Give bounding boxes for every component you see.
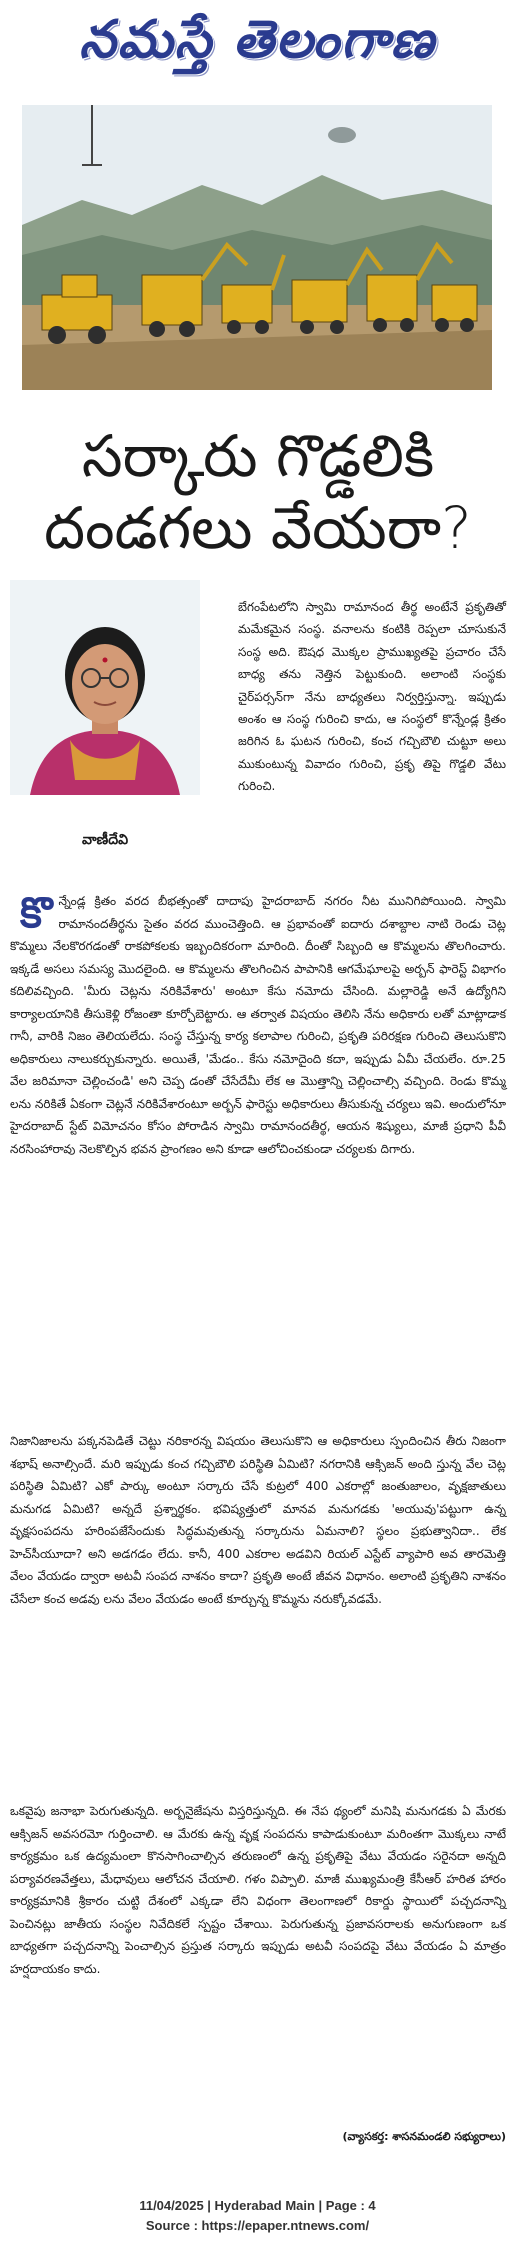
- headline: [8, 420, 508, 564]
- article-paragraph-2: నిజానిజాలను పక్కనపెడితే చెట్టు నరికారన్న విషయం తెలుసుకొని ఆ అధికారులు స్పందించిన తీరు నిజంగా శభాష్ అనాల్సిందే. మరి ఇప్పుడు కంచ గచ్చిబౌలి పరిస్థితి ఏమిటి? నగరానికి ఆక్సిజన్ అంది స్తున్న వేల చెట్ల పరిస్థితి ఏమిటి? ఎకో పార్కు అంటూ సర్కారు చేసే కుట్రలో 400 ఎకరాల్లో జంతుజాలం, వృక్షజాతులు మనుగడ ఏమిటి? అన్నదే ప్రశ్నార్థకం. భవిష్యత్తులో మానవ మనుగడకు 'అయువు'పట్టుగా ఉన్న వృక్షసంపదను హరింపజేసేందుకు సిద్ధమవుతున్న సర్కారును ఏమనాలి? స్థలం ప్రభుత్వానిదా.. లేక హెచ్‌సీయూదా? అని అడగడం లేదు. కానీ, 400 ఎకరాల అడవిని రియల్ ఎస్టేట్ వ్యాపారి అవ తారమెత్తి వేలం వేయడం ద్వారా అటవీ సంపద నాశనం కాదా? ప్రకృతి అంటే జీవన విధానం. అలాంటి ప్రకృతిని నాశనం చేసేలా కంచ అడవు లను వేలం వేయడం అంటే కూర్చున్న కొమ్మను నరుక్కోవడమే.: [10, 1434, 506, 1606]
- news-photo: [22, 105, 492, 390]
- footer-source: Source : https://epaper.ntnews.com/: [145, 2218, 370, 2233]
- headline-line-2: దండగలు వేయరా?: [44, 494, 472, 562]
- author-name: వాణీదేవి: [81, 832, 129, 848]
- author-credit: (వ్యాసకర్త: శాసనమండలి సభ్యురాలు): [342, 2130, 506, 2143]
- newspaper-title: నమస్తే తెలంగాణ: [79, 9, 436, 70]
- headline-line-1: సర్కారు గొడ్డలికి: [81, 422, 435, 490]
- masthead: [0, 0, 515, 92]
- lead-paragraph: బేగంపేటలోని స్వామి రామానంద తీర్థ అంటేనే ప్రకృతితో మమేకమైన సంస్థ. వనాలను కంటికి రెప్పలా చూసుకునే సంస్థ అది. ఔషధ మొక్కల ప్రాముఖ్యతపై ప్రచారం చేసే బాధ్య తను నెత్తిన పెట్టుకుంది. అలాంటి సంస్థకు చైర్‌పర్సన్‌గా నేను బాధ్యతలు నిర్వర్తిస్తున్నా. ఇప్పుడు అంశం ఆ సంస్థ గురించి కాదు, ఆ సంస్థలో కొన్నేండ్ల క్రితం జరిగిన ఓ ఘటన గురించి, కంచ గచ్చిబౌలి చుట్టూ అలు ముకుంటున్న వివాదం గురించి, ప్రకృ తిపై గొడ్డలి వేటు గురించి.: [238, 600, 506, 794]
- article-paragraph-3: ఒకవైపు జనాభా పెరుగుతున్నది. అర్బనైజేషను విస్తరిస్తున్నది. ఈ నేప థ్యంలో మనిషి మనుగడకు ఏ మేరకు ఆక్సిజన్ అవసరమో గుర్తించాలి. ఆ మేరకు ఉన్న వృక్ష సంపదను కాపాడుకుంటూ మరింతగా మొక్కలు నాటే కార్యక్రమం ఒక ఉద్యమంలా కొనసాగించాల్సిన తరుణంలో ఉన్న ప్రకృతిపై వేటు వేయడం సరైనదా అన్నది పర్యావరణవేత్తలు, మేధావులు ఆలోచన చేయాలి. గళం విప్పాలి. మాజీ ముఖ్యమంత్రి కేసీఆర్ హరిత హారం కార్యక్రమానికి శ్రీకారం చుట్టి దేశంలో ఎక్కడా లేని విధంగా తెలంగాణలో రికార్డు స్థాయిలో పచ్చదనాన్ని పెంచినట్లు జాతీయ సంస్థల నివేదికలే స్పష్టం చేశాయి. పెరుగుతున్న ప్రజావసరాలకు అనుగుణంగా ఒక బాధ్యతగా పచ్చదనాన్ని పెంచాల్సిన ప్రస్తుత సర్కారు ఇప్పుడు అటవీ సంపదపై వేటు వేయడం ఏ మాత్రం హర్షదాయకం కాదు.: [10, 1804, 506, 1976]
- dropcap: కొ: [20, 888, 53, 937]
- article-paragraph-1: [10, 890, 506, 1160]
- footer-edition: 11/04/2025 | Hyderabad Main | Page : 4: [139, 2198, 376, 2213]
- paragraph-1-text: న్నేండ్ల క్రితం వరద బీభత్సంతో దాదాపు హైదరాబాద్ నగరం నీట మునిగిపోయింది. స్వామి రామానందతీర్థను సైతం వరద ముంచెత్తింది. ఆ ప్రభావంతో ఐదారు దశాబ్దాల నాటి రెండు చెట్ల కొమ్మలు నేలకొరగడంతో రాకపోకలకు ఇబ్బందికరంగా మారింది. దీంతో సిబ్బంది ఆ కొమ్మలను తొలగించారు. ఇక్కడే అసలు సమస్య మొదలైంది. ఆ కొమ్మలను తొలగించిన పాపానికి ఆగమేఘాలపై అర్బన్ ఫారెస్ట్ విభాగం కదిలివచ్చింది. 'మీరు చెట్లను నరికివేశారు' అంటూ కేసు నమోదు చేసింది. మల్లారెడ్డి అనే ఉద్యోగిని కార్యాలయానికి తీసుకెళ్లి రోజంతా కూర్చోబెట్టారు. ఆ తర్వాత విషయం తెలిసి నేను అధికారు లతో మాట్లాడాక గానీ, వారికి నిజం తెలియలేదు. సంస్థ చేస్తున్న కార్య కలాపాల గురించి, ప్రకృతి పరిరక్షణ గురించి తెలుసుకొని అధికారులు నాలుకర్చుకున్నారు. అయితే, 'మేడం.. కేసు నమోదైంది కదా, ఇప్పుడు ఏమీ చేయలేం. రూ.25 వేల జరిమానా చెల్లించండి' అని చెప్ప డంతో చేసేదేమీ లేక ఆ మొత్తాన్ని చెల్లించాల్సి వచ్చింది. రెండు కొమ్మ లను నరికితే ఏకంగా చెట్లనే నరికివేశారంటూ అర్బన్ ఫారెస్టు అధికారులు తీసుకున్న చర్యలు ఇవి. అందులోనూ హైదరాబాద్ స్టేట్ విమోచనం కోసం పోరాడిన స్వామి రామానందతీర్థ, ఆయన శిష్యులు, మాజీ ప్రధాని పీవీ నరసింహారావు నెలకొల్పిన భవన ప్రాంగణం అని కూడా ఆలోచించకుండా చర్యలకు దిగారు.: [10, 894, 506, 1156]
- author-photo: [10, 580, 200, 795]
- footer: [0, 2196, 515, 2236]
